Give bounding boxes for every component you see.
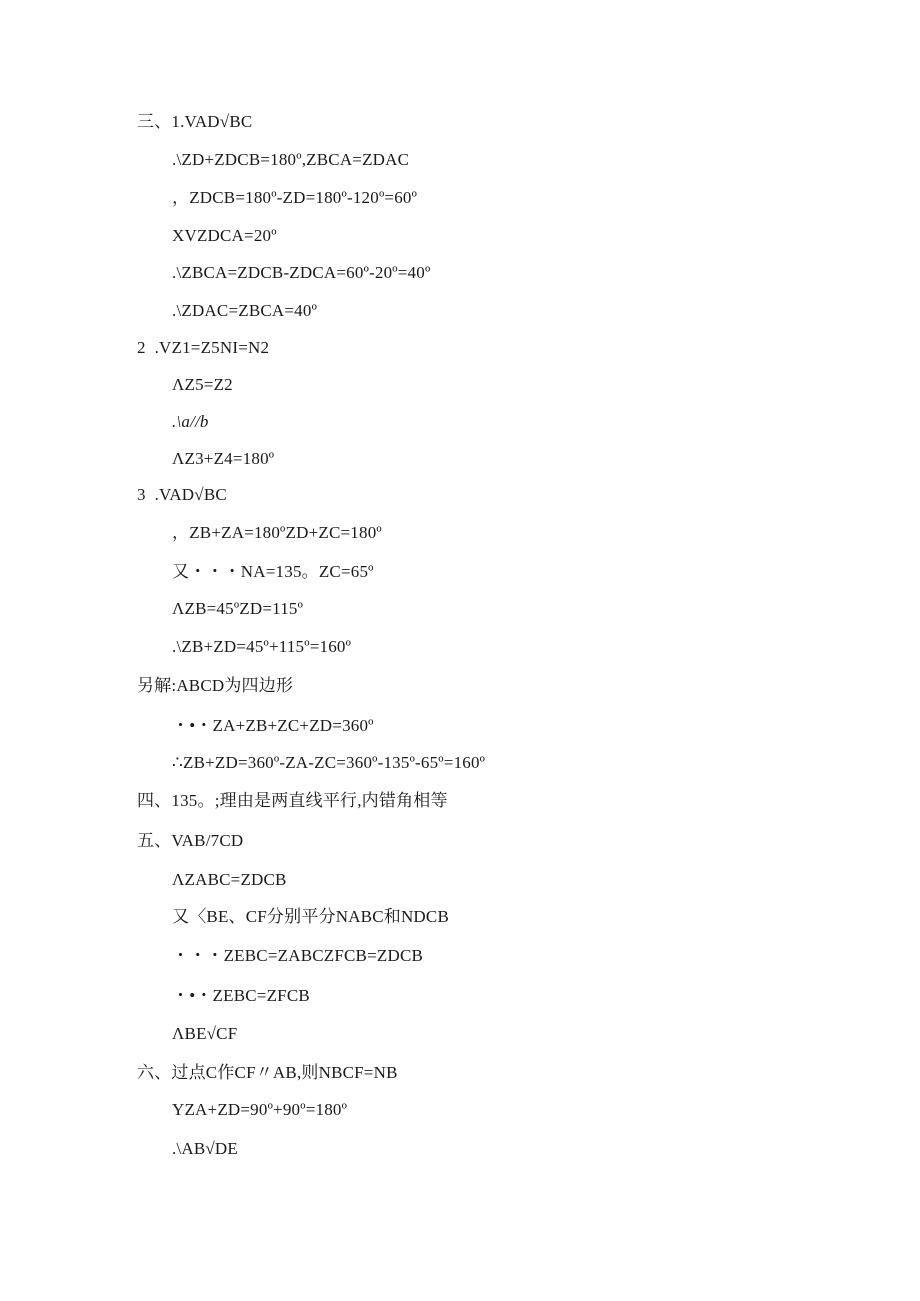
text-line: 2 .VZ1=Z5NI=N2 <box>137 338 270 357</box>
text-line: 另解:ABCD为四边形 <box>137 676 294 695</box>
text-line: ΛZB=45ºZD=115º <box>172 599 304 618</box>
text-line: .\ZD+ZDCB=180º,ZBCA=ZDAC <box>172 150 410 169</box>
text-line: ，ZDCB=180º-ZD=180º-120º=60º <box>172 188 418 207</box>
text-line: ΛZ3+Z4=180º <box>172 449 275 468</box>
text-line: 五、VAB/7CD <box>137 831 244 850</box>
text-line: ・•・ZEBC=ZFCB <box>172 986 310 1005</box>
text-line: 三、1.VAD√BC <box>137 112 253 131</box>
text-line: 3 .VAD√BC <box>137 485 227 504</box>
text-line: ・・・ZEBC=ZABCZFCB=ZDCB <box>172 946 424 965</box>
text-line: ΛZABC=ZDCB <box>172 870 287 889</box>
text-line: 又・・・NA=135。ZC=65º <box>172 562 374 581</box>
text-line: 四、135。;理由是两直线平行,内错角相等 <box>137 791 448 810</box>
text-line: .\ZBCA=ZDCB-ZDCA=60º-20º=40º <box>172 263 431 282</box>
text-line: 又〈BE、CF分别平分NABC和NDCB <box>172 907 449 926</box>
text-line: ，ZB+ZA=180ºZD+ZC=180º <box>172 523 382 542</box>
text-line: ・•・ZA+ZB+ZC+ZD=360º <box>172 716 374 735</box>
text-line: .\ZB+ZD=45º+115º=160º <box>172 637 352 656</box>
text-line: YZA+ZD=90º+90º=180º <box>172 1100 348 1119</box>
text-line: ΛBE√CF <box>172 1024 238 1043</box>
text-line: .\AB√DE <box>172 1139 238 1158</box>
text-line: XVZDCA=20º <box>172 226 277 245</box>
text-line: ΛZ5=Z2 <box>172 375 233 394</box>
text-line: .\ZDAC=ZBCA=40º <box>172 301 318 320</box>
text-line: .\a//b <box>172 412 209 431</box>
text-line: 六、过点C作CF〃AB,则NBCF=NB <box>137 1063 398 1082</box>
text-line: ∴ZB+ZD=360º-ZA-ZC=360º-135º-65º=160º <box>172 753 486 772</box>
